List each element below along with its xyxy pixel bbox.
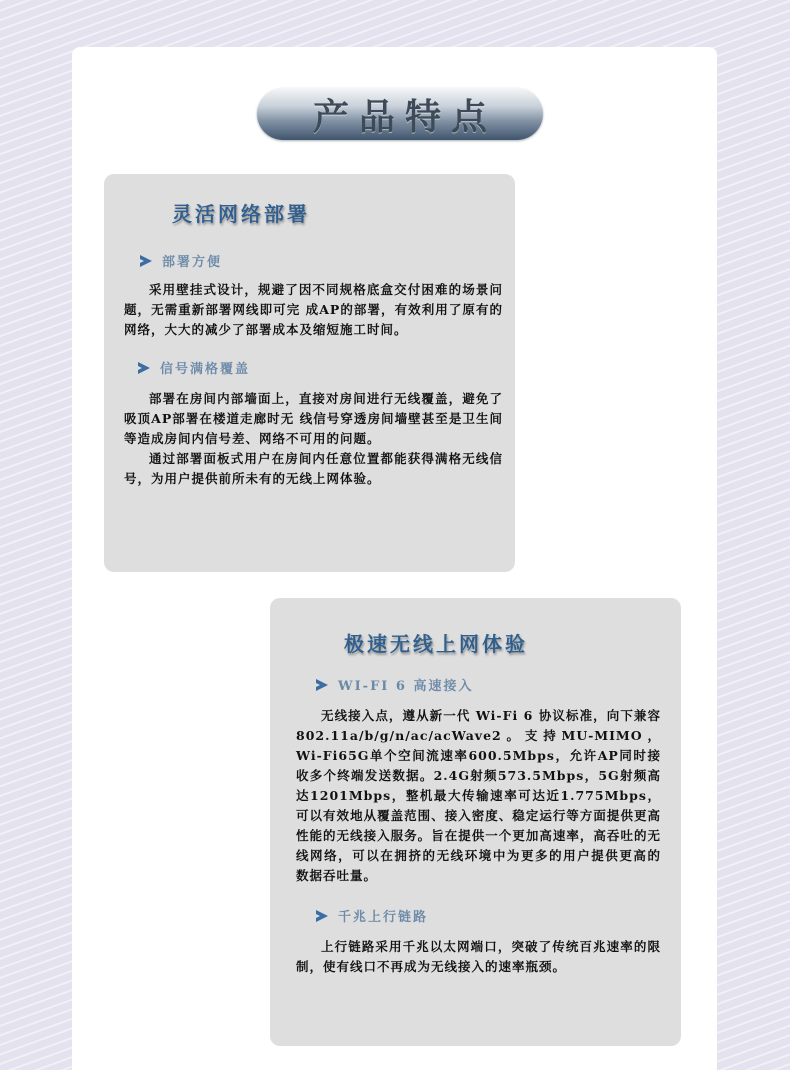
page-title: 产品特点 <box>312 96 497 138</box>
subtitle-label: WI-FI 6 高速接入 <box>338 679 474 694</box>
paragraph: 无线接入点，遵从新一代 Wi-Fi 6 协议标准，向下兼容802.11a/b/g/n/ac/acWave2。支持MU-MIMO，Wi-Fi65G单个空间流速率600.5Mbps，允许AP同时接收多个终端发送数据。2.4G射频573.5Mbps，5G射频高达1201Mbps，整机最大传输速率可达近1.775Mbps，可以有效地从覆盖范围、接入密度、稳定运行等方面提供更高性能的无线接入服务。旨在提供一个更加高速率，高吞吐的无线网络，可以在拥挤的无线环境中为更多的用户提供更高的 数据吞吐量。 <box>296 708 661 883</box>
paragraph: 通过部署面板式用户在房间内任意位置都能获得满格无线信号，为用户提供前所未有的无线上网体验。 <box>124 451 503 486</box>
paragraph: 部署在房间内部墙面上，直接对房间进行无线覆盖，避免了吸顶AP部署在楼道走廊时无 线信号穿透房间墙壁甚至是卫生间等造成房间内信号差、网络不可用的问题。 <box>124 391 503 446</box>
subtitle-label: 千兆上行链路 <box>338 910 429 925</box>
feature-card-high-speed-wireless <box>270 598 681 1046</box>
arrow-right-icon <box>140 255 152 267</box>
feature-card-flexible-deployment <box>104 174 515 572</box>
section-subtitle-full-coverage <box>138 358 503 377</box>
subtitle-label: 部署方便 <box>162 255 223 270</box>
page-title-banner <box>257 88 543 140</box>
section-subtitle-easy-deploy <box>140 251 503 270</box>
section-subtitle-gigabit-uplink <box>316 906 661 925</box>
section-subtitle-wifi6 <box>316 675 661 694</box>
card-heading: 灵活网络部署 <box>172 202 310 226</box>
paragraph: 采用壁挂式设计，规避了因不同规格底盒交付困难的场景问题，无需重新部署网线即可完 成AP的部署，有效利用了原有的网络，大大的减少了部署成本及缩短施工时间。 <box>124 282 503 337</box>
card-heading: 极速无线上网体验 <box>344 632 528 656</box>
subtitle-label: 信号满格覆盖 <box>160 362 251 377</box>
arrow-right-icon <box>138 362 150 374</box>
arrow-right-icon <box>316 910 328 922</box>
arrow-right-icon <box>316 679 328 691</box>
paragraph: 上行链路采用千兆以太网端口，突破了传统百兆速率的限制，使有线口不再成为无线接入的速率瓶颈。 <box>296 939 661 974</box>
